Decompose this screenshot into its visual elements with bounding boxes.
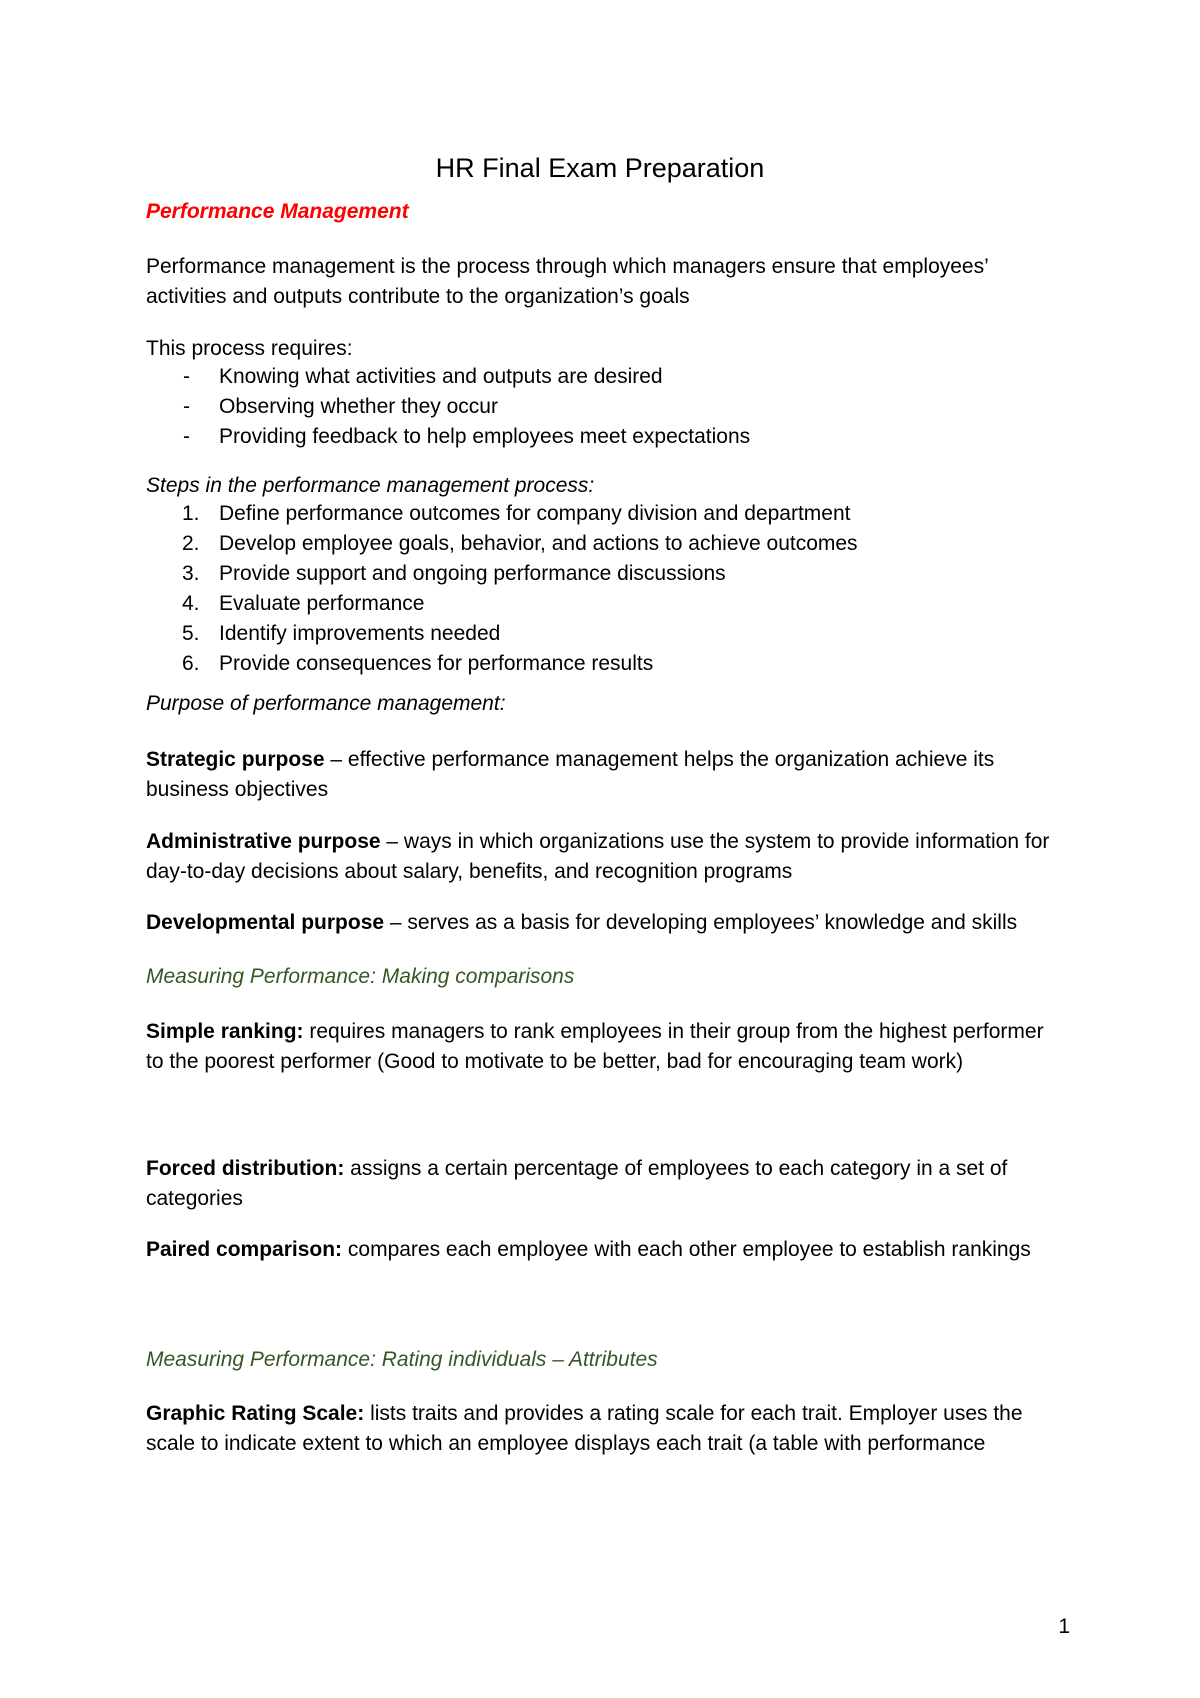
description: – serves as a basis for developing employees’ knowledge and skills — [384, 911, 1018, 934]
dash-marker: - — [183, 395, 190, 418]
document-title: HR Final Exam Preparation — [435, 153, 765, 183]
list-item: - Knowing what activities and outputs are desired — [146, 362, 1066, 392]
dash-marker: - — [183, 365, 190, 388]
attributes-heading: Measuring Performance: Rating individuals – Attributes — [146, 1348, 658, 1371]
list-item: 4. Evaluate performance — [182, 592, 425, 615]
description: – ways in which organizations use the system to provide information for day-to-day decisions about salary, benefits, and recognition programs — [146, 830, 1050, 883]
strategic-purpose-paragraph — [146, 745, 1066, 805]
list-item: 5. Identify improvements needed — [182, 622, 501, 645]
description: lists traits and provides a rating scale for each trait. Employer uses the scale to indicate extent to which an employee displays each trait (a table with performance — [146, 1402, 1023, 1455]
term: Graphic Rating Scale: — [146, 1402, 365, 1425]
forced-distribution-paragraph — [146, 1154, 1066, 1214]
administrative-purpose-paragraph — [146, 827, 1066, 887]
term: Administrative purpose — [146, 830, 381, 853]
list-item: - Providing feedback to help employees meet expectations — [146, 422, 1066, 452]
simple-ranking-paragraph — [146, 1017, 1066, 1077]
steps-heading: Steps in the performance management process: — [146, 474, 595, 497]
term: Forced distribution: — [146, 1157, 345, 1180]
requires-intro: This process requires: — [146, 337, 353, 360]
steps-list — [146, 499, 1066, 679]
list-item: 2. Develop employee goals, behavior, and actions to achieve outcomes — [182, 532, 858, 555]
comparisons-heading: Measuring Performance: Making comparisons — [146, 965, 575, 988]
description: requires managers to rank employees in their group from the highest performer to the poorest performer (Good to motivate to be better, bad for encouraging team work) — [146, 1020, 1044, 1073]
term: Developmental purpose — [146, 911, 385, 934]
definition-paragraph: Performance management is the process through which managers ensure that employees’ activities and outputs contribute to the organization’s goals — [146, 255, 988, 308]
dash-marker: - — [183, 425, 190, 448]
purpose-heading: Purpose of performance management: — [146, 692, 506, 715]
term: Simple ranking: — [146, 1020, 304, 1043]
requires-list — [146, 362, 1066, 452]
list-item: - Observing whether they occur — [146, 392, 1066, 422]
description: – effective performance management helps the organization achieve its business objectives — [146, 748, 995, 801]
term: Paired comparison: — [146, 1238, 343, 1261]
graphic-rating-scale-paragraph — [146, 1399, 1066, 1459]
performance-management-heading: Performance Management — [146, 200, 409, 223]
list-item: 1. Define performance outcomes for company division and department — [182, 502, 851, 525]
list-item: 3. Provide support and ongoing performance discussions — [182, 562, 726, 585]
description: assigns a certain percentage of employees to each category in a set of categories — [146, 1157, 1008, 1210]
paired-comparison-paragraph — [146, 1235, 1066, 1265]
page-number: 1 — [1058, 1615, 1070, 1638]
term: Strategic purpose — [146, 748, 325, 771]
list-item: 6. Provide consequences for performance results — [182, 652, 654, 675]
description: compares each employee with each other employee to establish rankings — [342, 1238, 1031, 1261]
developmental-purpose-paragraph — [146, 908, 1066, 938]
